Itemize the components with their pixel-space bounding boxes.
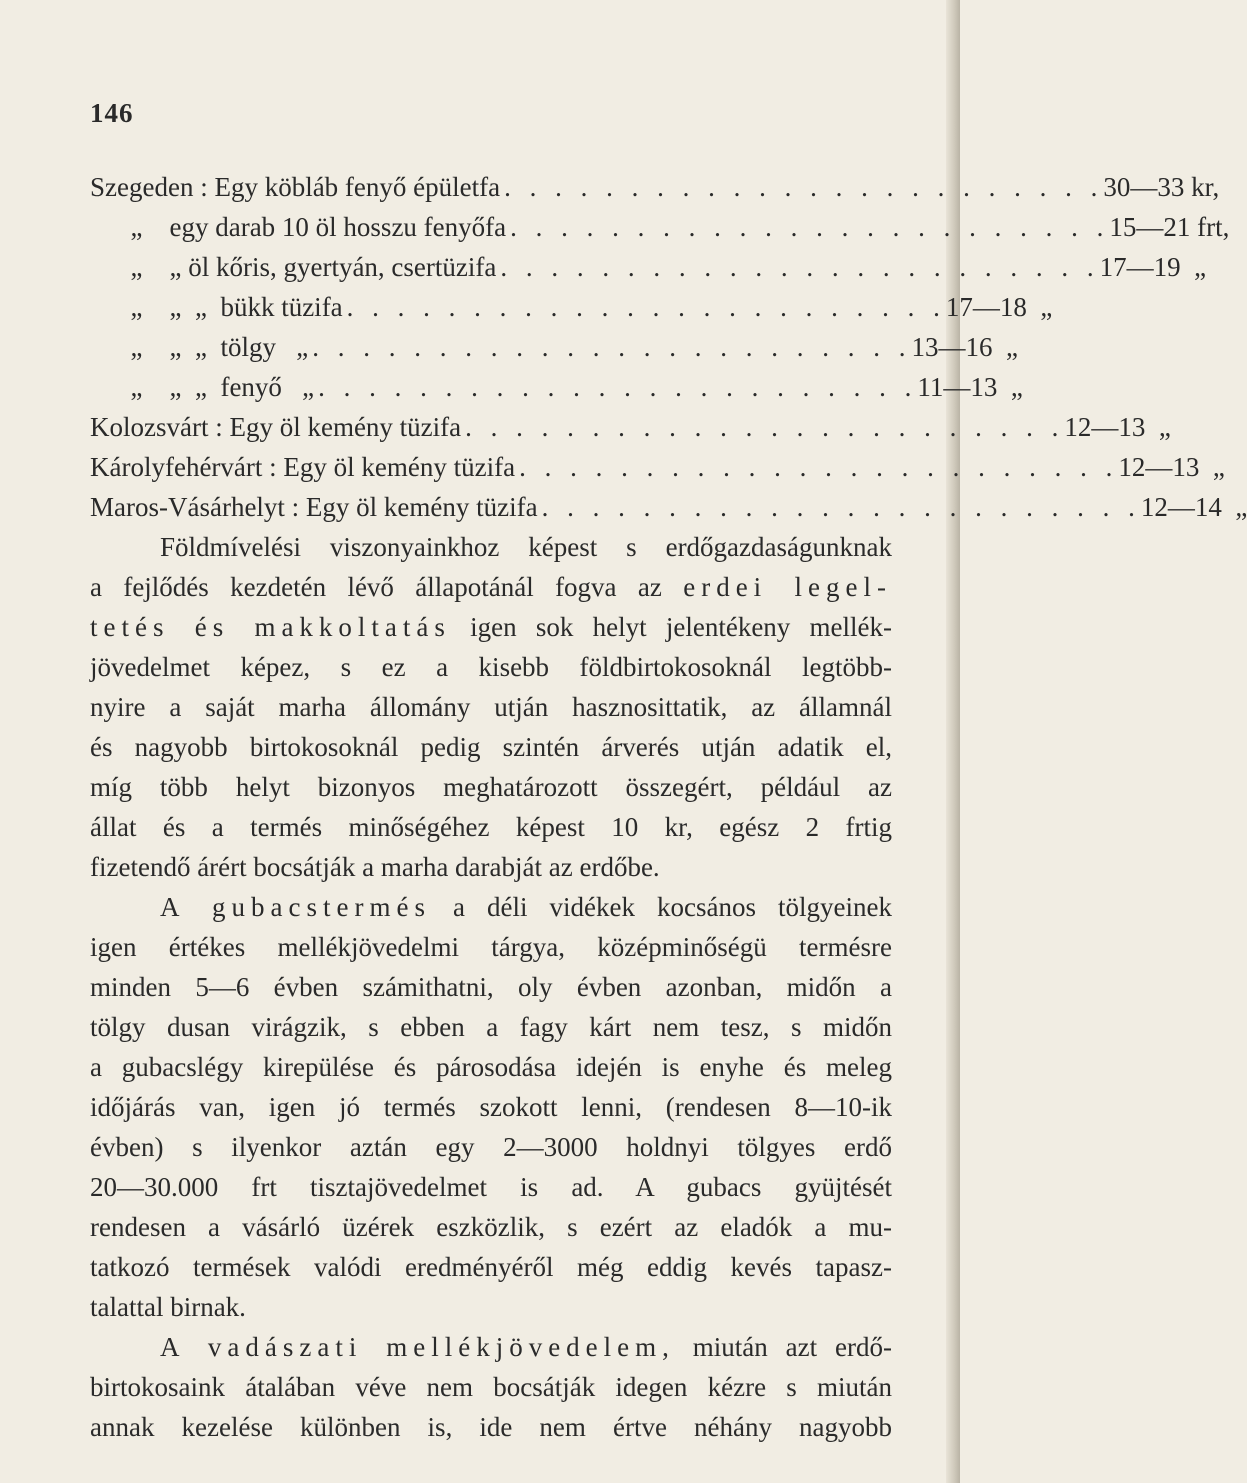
leader-dots: . . . . . . . . . . . . . . . . . . . . . . . . — [312, 332, 912, 362]
paragraph-line — [90, 887, 892, 927]
price-label: „ „ „ bükk tüzifa — [90, 292, 343, 322]
paragraph-line — [90, 567, 892, 607]
paragraph-line: állat és a termés minőségéhez képest 10 kr, egész 2 frtig — [90, 812, 892, 842]
price-label: Kolozsvárt : Egy öl kemény tüzifa — [90, 412, 462, 442]
paragraph-line — [90, 607, 892, 647]
leader-dots: . . . . . . . . . . . . . . . . . . . . . . . . — [504, 172, 1104, 202]
paragraph-line: a gubacslégy kirepülése és párosodása idején is enyhe és meleg — [90, 1052, 892, 1082]
price-label: „ egy darab 10 öl hosszu fenyőfa — [90, 212, 507, 242]
paragraph-line: és nagyobb birtokosoknál pedig szintén árverés utján adatik el, — [90, 732, 892, 762]
price-label: Károlyfehérvárt : Egy öl kemény tüzifa — [90, 452, 516, 482]
price-row — [90, 167, 1220, 207]
leader-dots: . . . . . . . . . . . . . . . . . . . . . . . . — [519, 452, 1119, 482]
paragraph-line: annak kezelése különben is, ide nem értve néhány nagyobb — [90, 1412, 892, 1442]
page-number: 146 — [90, 98, 134, 128]
text-run: miután azt erdő- — [692, 1332, 892, 1362]
price-label: Szegeden : Egy köbláb fenyő épületfa — [90, 172, 501, 202]
paragraph-line: fizetendő árért bocsátják a marha darabját az erdőbe. — [90, 852, 660, 882]
spaced-emphasis: A gubacstermés — [160, 892, 431, 922]
text-run: a fejlődés kezdetén lévő állapotánál fogva az — [90, 572, 662, 602]
paragraph-line: birtokosaink átalában véve nem bocsátják idegen kézre s miután — [90, 1372, 892, 1402]
price-label: „ „ öl kőris, gyertyán, csertüzifa — [90, 252, 497, 282]
paragraph-line: 20—30.000 frt tisztajövedelmet is ad. A gubacs gyüjtését — [90, 1172, 892, 1202]
text-run: igen sok helyt jelentékeny mellék- — [470, 612, 893, 642]
price-value: 30—33 kr, — [1103, 172, 1220, 202]
paragraph-line: rendesen a vásárló üzérek eszközlik, s ezért az eladók a mu- — [90, 1212, 892, 1242]
paragraph-line: igen értékes mellékjövedelmi tárgya, középminőségü termésre — [90, 932, 892, 962]
paragraph-line: minden 5—6 évben számithatni, oly évben azonban, midőn a — [90, 972, 892, 1002]
price-row — [90, 327, 1018, 367]
price-value: 12—14 „ — [1140, 492, 1247, 522]
price-label: „ „ „ tölgy „ — [90, 332, 309, 362]
spaced-emphasis: A vadászati mellékjövedelem, — [160, 1332, 675, 1362]
price-value: 13—16 „ — [911, 332, 1018, 362]
paragraph-line: jövedelmet képez, s ez a kisebb földbirtokosoknál legtöbb- — [90, 652, 892, 682]
paragraph-line: évben) s ilyenkor aztán egy 2—3000 holdnyi tölgyes erdő — [90, 1132, 892, 1162]
price-row — [90, 407, 1171, 447]
leader-dots: . . . . . . . . . . . . . . . . . . . . . . . . — [346, 292, 946, 322]
leader-dots: . . . . . . . . . . . . . . . . . . . . . . . . — [541, 492, 1141, 522]
spaced-emphasis: erdei legel- — [683, 572, 892, 602]
price-row — [90, 487, 1247, 527]
price-row — [90, 207, 1230, 247]
paragraph-line: tölgy dusan virágzik, s ebben a fagy kárt nem tesz, s midőn — [90, 1012, 892, 1042]
spaced-emphasis: tetés és makkoltatás — [90, 612, 451, 642]
price-value: 12—13 „ — [1064, 412, 1171, 442]
paragraph-line: tatkozó termések valódi eredményéről még eddig kevés tapasz- — [90, 1252, 892, 1282]
text-run: a déli vidékek kocsános tölgyeinek — [453, 892, 893, 922]
price-row — [90, 287, 1053, 327]
paragraph-line: Földmívelési viszonyainkhoz képest s erdőgazdaságunknak — [160, 532, 892, 562]
price-value: 12—13 „ — [1118, 452, 1225, 482]
price-row — [90, 367, 1023, 407]
price-value: 11—13 „ — [917, 372, 1023, 402]
leader-dots: . . . . . . . . . . . . . . . . . . . . . . . . — [318, 372, 918, 402]
price-row — [90, 447, 1225, 487]
leader-dots: . . . . . . . . . . . . . . . . . . . . . . . . — [465, 412, 1065, 442]
paragraph-line: időjárás van, igen jó termés szokott lenni, (rendesen 8—10-ik — [90, 1092, 892, 1122]
paragraph-line: talattal birnak. — [90, 1292, 246, 1322]
paragraph-line: nyire a saját marha állomány utján hasznosittatik, az államnál — [90, 692, 892, 722]
price-label: „ „ „ fenyő „ — [90, 372, 315, 402]
price-row — [90, 247, 1207, 287]
price-value: 17—19 „ — [1099, 252, 1207, 282]
leader-dots: . . . . . . . . . . . . . . . . . . . . . . . . — [510, 212, 1110, 242]
paragraph-line — [90, 1327, 892, 1367]
leader-dots: . . . . . . . . . . . . . . . . . . . . . . . . — [500, 252, 1100, 282]
paragraph-line: míg több helyt bizonyos meghatározott összegért, például az — [90, 772, 892, 802]
price-label: Maros-Vásárhelyt : Egy öl kemény tüzifa — [90, 492, 538, 522]
price-value: 15—21 frt, — [1109, 212, 1230, 242]
price-value: 17—18 „ — [945, 292, 1053, 322]
